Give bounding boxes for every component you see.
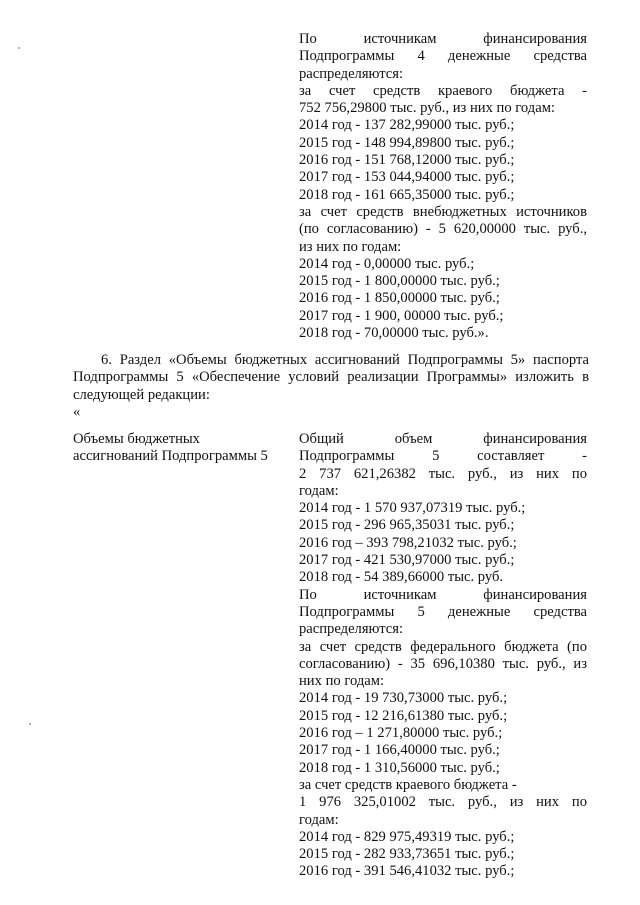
text-line: 2014 год - 1 570 937,07319 тыс. руб.; (299, 500, 526, 517)
text-line: Подпрограммы 4 денежные средства (299, 48, 587, 65)
text-line: По источникам финансирования (299, 586, 587, 603)
text-line: 2014 год - 19 730,73000 тыс. руб.; (299, 690, 508, 707)
text-line: Подпрограммы 5 составляет - (299, 448, 587, 465)
text-line: годам: (299, 482, 339, 499)
text-line: из них по годам: (299, 238, 402, 255)
opening-quote-mark: « (73, 404, 81, 420)
text-line: По источникам финансирования (299, 31, 587, 47)
text-line: 2017 год - 421 530,97000 тыс. руб.; (299, 552, 515, 569)
text-line: 2 737 621,26382 тыс. руб., из них по (299, 465, 587, 482)
text-line: 2016 год - 391 546,41032 тыс. руб.; (299, 863, 515, 880)
paragraph-line: Подпрограммы 5 «Обеспечение условий реализации Программы» изложить в (73, 369, 589, 386)
text-line: 2014 год - 137 282,99000 тыс. руб.; (299, 117, 515, 134)
text-line: за счет средств краевого бюджета - (299, 82, 587, 99)
text-line: распределяются: (299, 65, 404, 82)
text-line: 2015 год - 1 800,00000 тыс. руб.; (299, 273, 500, 290)
text-line: распределяются: (299, 621, 404, 638)
text-line: 2016 год – 1 271,80000 тыс. руб.; (299, 725, 503, 742)
paragraph-line: следующей редакции: (73, 386, 210, 403)
text-line: 2015 год - 296 965,35031 тыс. руб.; (299, 517, 515, 534)
scan-speck (29, 723, 31, 725)
text-line: за счет средств внебюджетных источников (299, 203, 587, 220)
label-line: ассигнований Подпрограммы 5 (73, 448, 268, 465)
paragraph-line: 6. Раздел «Объемы бюджетных ассигнований Подпрограммы 5» паспорта (101, 352, 589, 368)
budget-allocations-label (73, 431, 288, 466)
label-line: Объемы бюджетных (73, 431, 200, 447)
text-line: 2015 год - 12 216,61380 тыс. руб.; (299, 707, 508, 724)
text-line: 2016 год - 1 850,00000 тыс. руб.; (299, 290, 500, 307)
bottom-funding-block (299, 431, 587, 881)
text-line: 2017 год - 153 044,94000 тыс. руб.; (299, 169, 515, 186)
text-line: 2014 год - 829 975,49319 тыс. руб.; (299, 828, 515, 845)
text-line: 2016 год – 393 798,21032 тыс. руб.; (299, 534, 517, 551)
text-line: за счет средств федерального бюджета (по (299, 638, 587, 655)
text-line: 2018 год - 54 389,66000 тыс. руб. (299, 569, 504, 586)
section-paragraph (73, 352, 589, 404)
text-line: (по согласованию) - 5 620,00000 тыс. руб., (299, 221, 587, 238)
text-line: 2017 год - 1 900, 00000 тыс. руб.; (299, 307, 504, 324)
text-line: Подпрограммы 5 денежные средства (299, 603, 587, 620)
text-line: согласованию) - 35 696,10380 тыс. руб., из (299, 655, 587, 672)
text-line: них по годам: (299, 673, 385, 690)
text-line: 2018 год - 161 665,35000 тыс. руб.; (299, 186, 515, 203)
text-line: 2014 год - 0,00000 тыс. руб.; (299, 255, 475, 272)
scan-speck (18, 47, 20, 49)
text-line: Общий объем финансирования (299, 431, 587, 447)
text-line: 752 756,29800 тыс. руб., из них по годам: (299, 100, 555, 117)
text-line: 2018 год - 70,00000 тыс. руб.». (299, 325, 489, 342)
text-line: за счет средств краевого бюджета - (299, 776, 517, 793)
text-line: 2017 год - 1 166,40000 тыс. руб.; (299, 742, 500, 759)
text-line: 2015 год - 282 933,73651 тыс. руб.; (299, 846, 515, 863)
top-funding-block (299, 31, 587, 342)
text-line: 2015 год - 148 994,89800 тыс. руб.; (299, 134, 515, 151)
text-line: 2016 год - 151 768,12000 тыс. руб.; (299, 152, 515, 169)
text-line: 2018 год - 1 310,56000 тыс. руб.; (299, 759, 500, 776)
text-line: годам: (299, 811, 339, 828)
text-line: 1 976 325,01002 тыс. руб., из них по (299, 794, 587, 811)
